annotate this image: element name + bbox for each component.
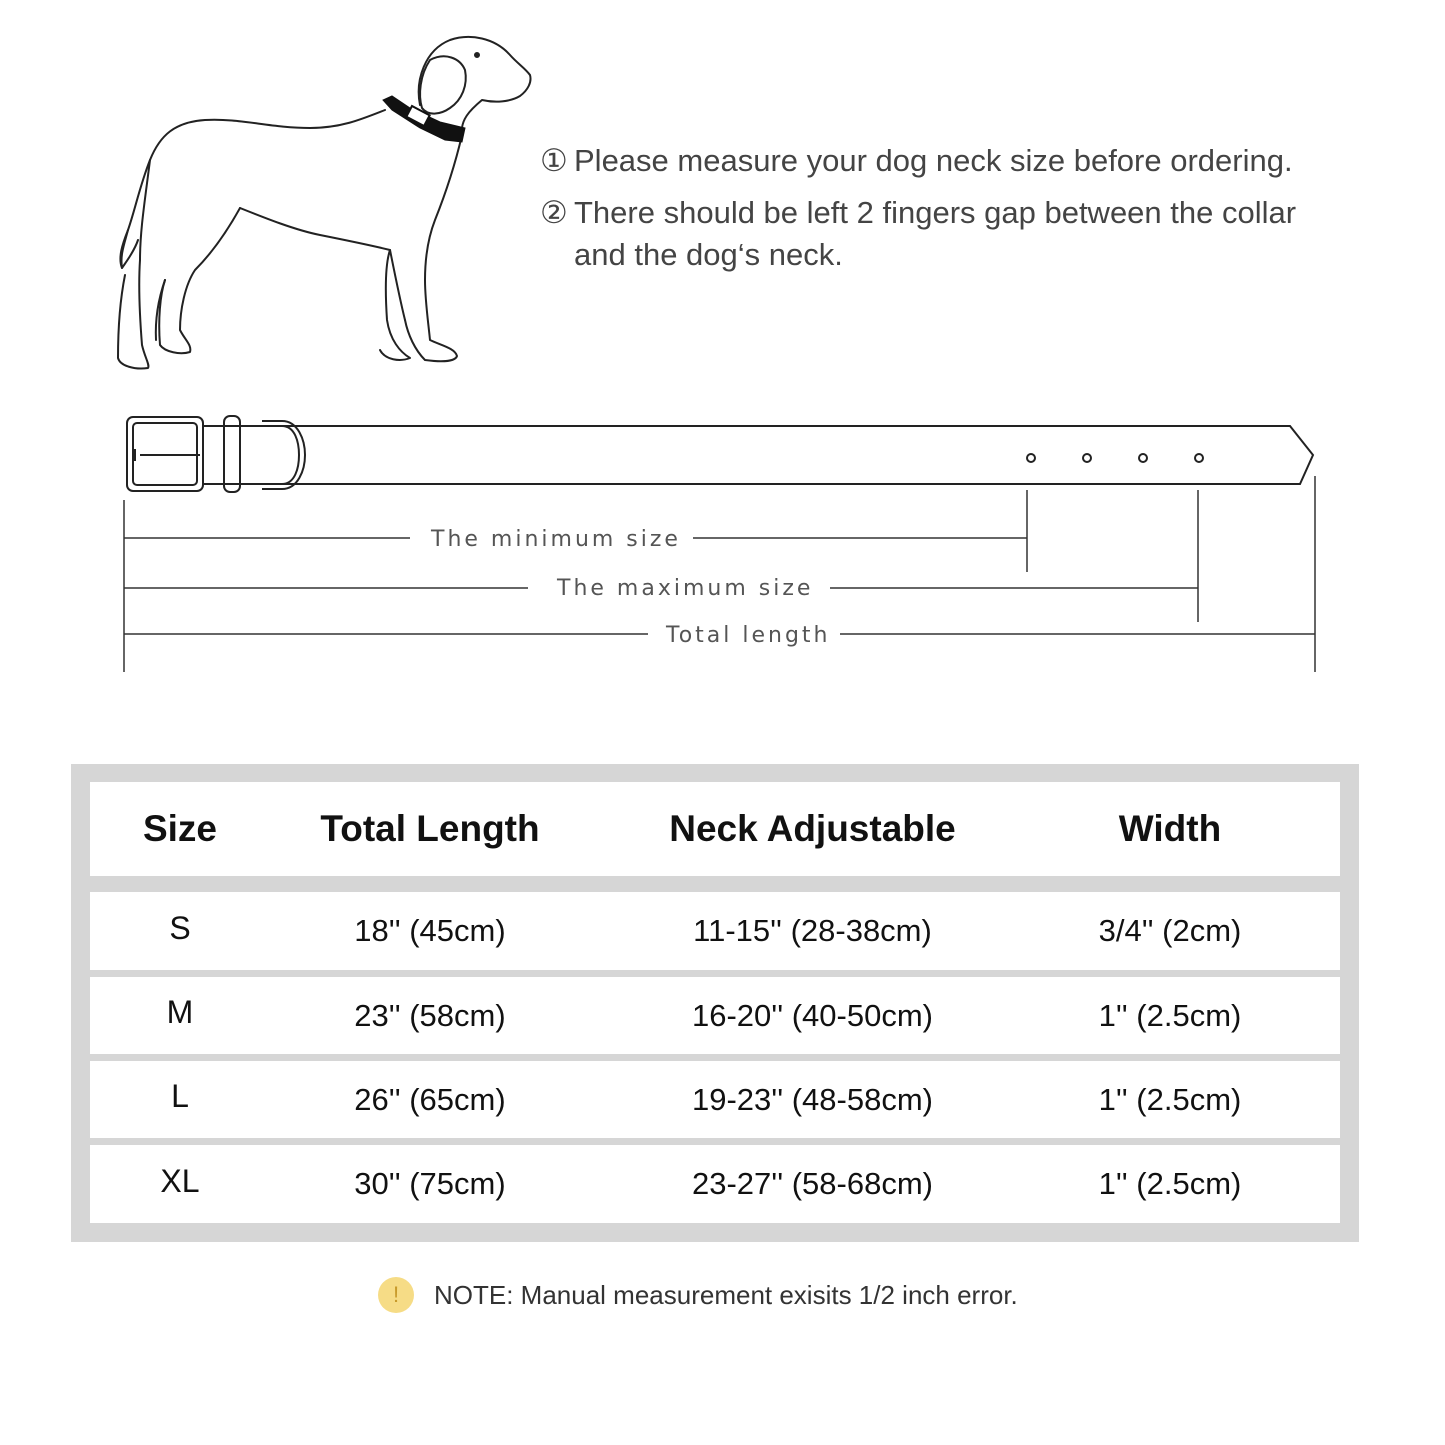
collar-hole bbox=[1083, 454, 1091, 462]
dog-illustration bbox=[110, 30, 540, 375]
total-length-cell: 23'' (58cm) bbox=[354, 997, 506, 1033]
size-cell: XL bbox=[160, 1162, 200, 1199]
header-neck-adjustable: Neck Adjustable bbox=[669, 808, 956, 849]
measurement-note bbox=[378, 1275, 1018, 1315]
neck-adjustable-cell: 19-23'' (48-58cm) bbox=[692, 1081, 933, 1117]
table-row bbox=[90, 1061, 1340, 1138]
width-cell: 1'' (2.5cm) bbox=[1098, 997, 1242, 1033]
total-length-cell: 18'' (45cm) bbox=[354, 913, 506, 948]
table-row bbox=[90, 1145, 1340, 1223]
neck-adjustable-cell: 16-20'' (40-50cm) bbox=[692, 997, 933, 1033]
collar-hole bbox=[1027, 454, 1035, 462]
table-row bbox=[90, 892, 1340, 970]
instruction-text: Please measure your dog neck size before ordering. bbox=[574, 143, 1293, 178]
total-length-label: Total length bbox=[666, 623, 831, 648]
instruction-number: ② bbox=[540, 195, 568, 230]
size-cell: L bbox=[171, 1078, 189, 1114]
total-length-cell: 30'' (75cm) bbox=[354, 1166, 506, 1201]
maximum-size-label: The maximum size bbox=[557, 576, 814, 601]
measurement-instructions bbox=[540, 140, 1400, 276]
table-row bbox=[90, 977, 1340, 1054]
size-chart-table bbox=[71, 764, 1359, 1242]
collar-hole bbox=[1195, 454, 1203, 462]
table-header-row bbox=[90, 782, 1340, 876]
width-cell: 3/4'' (2cm) bbox=[1098, 913, 1242, 948]
collar-hole bbox=[1139, 454, 1147, 462]
collar-diagram bbox=[0, 400, 1445, 690]
header-size: Size bbox=[142, 808, 218, 849]
instruction-item bbox=[540, 192, 1400, 276]
neck-adjustable-cell: 23-27'' (58-68cm) bbox=[692, 1166, 933, 1201]
instruction-text: There should be left 2 fingers gap between the collar and the dog‘s neck. bbox=[574, 195, 1297, 272]
collar-loop bbox=[224, 416, 240, 492]
neck-adjustable-cell: 11-15'' (28-38cm) bbox=[693, 913, 932, 948]
minimum-size-label: The minimum size bbox=[431, 527, 681, 552]
header-total-length: Total Length bbox=[320, 808, 540, 849]
size-cell: M bbox=[166, 994, 194, 1030]
width-cell: 1'' (2.5cm) bbox=[1098, 1081, 1242, 1117]
instruction-item bbox=[540, 140, 1400, 182]
header-width: Width bbox=[1118, 808, 1222, 849]
total-length-cell: 26'' (65cm) bbox=[354, 1081, 506, 1117]
instruction-number: ① bbox=[540, 143, 568, 178]
note-text: NOTE: Manual measurement exisits 1/2 inch error. bbox=[434, 1279, 1018, 1310]
size-cell: S bbox=[169, 909, 191, 946]
width-cell: 1'' (2.5cm) bbox=[1098, 1166, 1242, 1201]
exclamation-icon: ! bbox=[378, 1277, 414, 1313]
